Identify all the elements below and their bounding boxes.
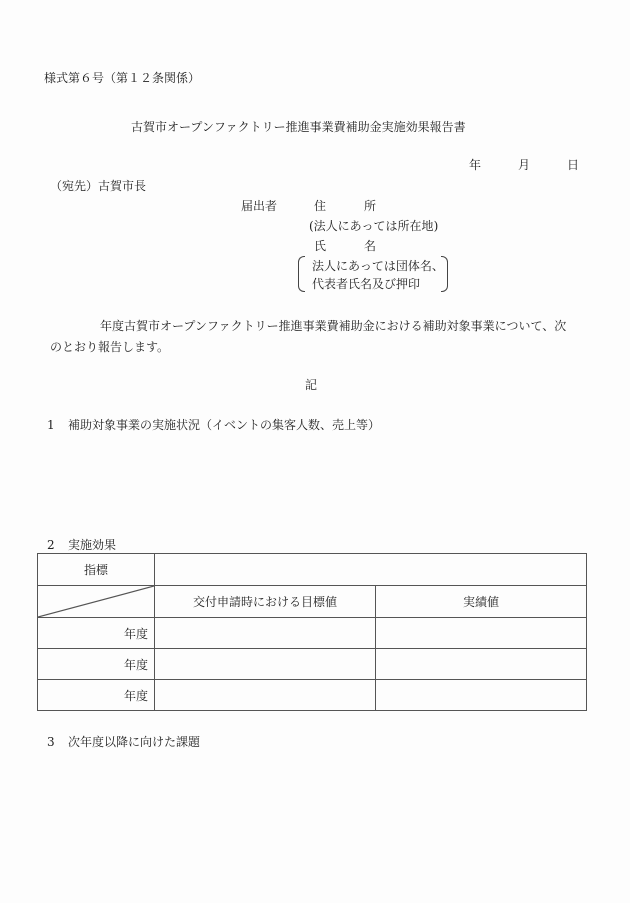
- header-actual: 実績値: [376, 586, 587, 618]
- row-year-label: 年度: [38, 618, 155, 649]
- applicant-label: 届出者: [241, 199, 278, 213]
- indicator-label: 指標: [38, 554, 155, 586]
- address-label-1: 住: [314, 199, 327, 213]
- row-target-cell[interactable]: [155, 680, 376, 711]
- indicator-value-cell[interactable]: [155, 554, 587, 586]
- name-label-1: 氏: [314, 239, 327, 253]
- row-year-label: 年度: [38, 649, 155, 680]
- table-row: [38, 680, 587, 711]
- section-2-number: 2: [47, 538, 55, 552]
- name-note-line1: 法人にあっては団体名、: [312, 259, 444, 273]
- section-1-title: 補助対象事業の実施状況（イベントの集客人数、売上等）: [68, 418, 381, 432]
- effect-table: [37, 553, 587, 711]
- row-actual-cell[interactable]: [376, 618, 587, 649]
- address-note: (法人にあっては所在地): [309, 219, 439, 233]
- section-1-number: 1: [47, 418, 55, 432]
- name-label-2: 名: [364, 239, 377, 253]
- date-year-label: 年: [469, 158, 482, 172]
- diagonal-line: [38, 586, 154, 617]
- header-target: 交付申請時における目標値: [155, 586, 376, 618]
- row-year-label: 年度: [38, 680, 155, 711]
- row-target-cell[interactable]: [155, 618, 376, 649]
- addressee: （宛先）古賀市長: [50, 179, 147, 193]
- body-line1: 年度古賀市オープンファクトリー推進事業費補助金における補助対象事業について、次: [100, 319, 567, 333]
- row-actual-cell[interactable]: [376, 649, 587, 680]
- date-month-label: 月: [518, 158, 531, 172]
- section-3-title: 次年度以降に向けた課題: [68, 735, 201, 749]
- row-target-cell[interactable]: [155, 649, 376, 680]
- header-row: [38, 586, 587, 618]
- section-2-title: 実施効果: [68, 538, 117, 552]
- diagonal-cell: [38, 586, 155, 618]
- body-line2: のとおり報告します。: [50, 340, 170, 354]
- section-3-number: 3: [47, 735, 55, 749]
- date-day-label: 日: [567, 158, 580, 172]
- form-number: 様式第６号（第１２条関係）: [44, 71, 201, 85]
- name-note-line2: 代表者氏名及び押印: [312, 277, 421, 291]
- document-title: 古賀市オープンファクトリー推進事業費補助金実施効果報告書: [131, 120, 466, 134]
- row-actual-cell[interactable]: [376, 680, 587, 711]
- table-row: [38, 618, 587, 649]
- table-row: [38, 649, 587, 680]
- address-label-2: 所: [364, 199, 377, 213]
- indicator-row: [38, 554, 587, 586]
- ki-heading: 記: [305, 378, 318, 392]
- left-bracket: [298, 256, 305, 292]
